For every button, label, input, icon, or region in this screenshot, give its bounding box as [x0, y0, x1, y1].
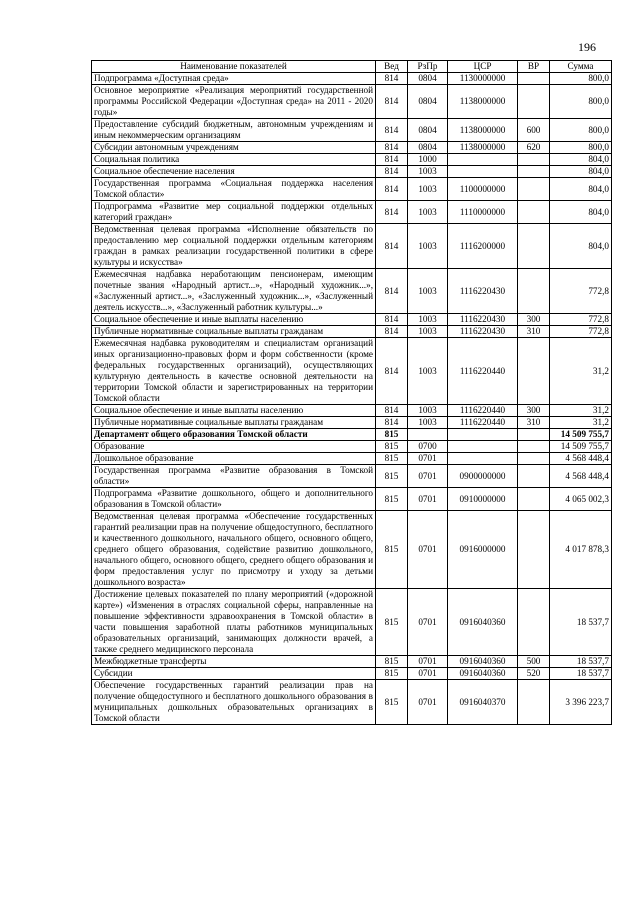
cell-csr: 1116220430	[448, 326, 518, 338]
cell-vr	[518, 154, 550, 166]
cell-csr: 0916000000	[448, 511, 518, 589]
cell-rzpr: 1003	[408, 417, 448, 429]
cell-sum: 18 537,7	[550, 589, 612, 656]
cell-name: Достижение целевых показателей по плану мероприятий («дорожной карте») «Изменения в отраслях социальной сферы, направленные на повышение эффективности здравоохранения в Томской области» в части повышения заработной платы работников муниципальных образовательных организаций, занимающих должности врачей, а также среднего медицинского персонала	[92, 589, 376, 656]
cell-sum: 4 017 878,3	[550, 511, 612, 589]
cell-rzpr: 1000	[408, 154, 448, 166]
cell-sum: 804,0	[550, 166, 612, 178]
table-row	[92, 680, 612, 725]
cell-csr	[448, 166, 518, 178]
cell-vr: 620	[518, 142, 550, 154]
cell-csr: 1138000000	[448, 142, 518, 154]
cell-sum: 4 568 448,4	[550, 465, 612, 488]
cell-ved: 814	[376, 201, 408, 224]
cell-rzpr: 0701	[408, 453, 448, 465]
cell-vr	[518, 338, 550, 405]
cell-csr: 0900000000	[448, 465, 518, 488]
cell-vr: 500	[518, 656, 550, 668]
cell-ved: 815	[376, 429, 408, 441]
cell-csr: 1116200000	[448, 224, 518, 269]
cell-csr	[448, 154, 518, 166]
cell-sum: 804,0	[550, 154, 612, 166]
cell-sum: 31,2	[550, 417, 612, 429]
cell-rzpr: 1003	[408, 269, 448, 314]
cell-vr	[518, 178, 550, 201]
cell-name: Подпрограмма «Доступная среда»	[92, 73, 376, 85]
cell-name: Ведомственная целевая программа «Исполнение обязательств по предоставлению мер социальной поддержки отдельным категориям граждан в рамках реализации государственной политики в сфере культуры и искусства»	[92, 224, 376, 269]
cell-rzpr: 0804	[408, 142, 448, 154]
cell-rzpr: 0701	[408, 668, 448, 680]
cell-rzpr: 1003	[408, 224, 448, 269]
cell-csr: 1138000000	[448, 85, 518, 119]
cell-sum: 772,8	[550, 269, 612, 314]
cell-name: Субсидии	[92, 668, 376, 680]
cell-rzpr: 0700	[408, 441, 448, 453]
cell-vr	[518, 441, 550, 453]
cell-ved: 814	[376, 314, 408, 326]
cell-ved: 814	[376, 73, 408, 85]
cell-csr: 0910000000	[448, 488, 518, 511]
cell-ved: 814	[376, 85, 408, 119]
table-row	[92, 119, 612, 142]
table-row	[92, 142, 612, 154]
header-csr: ЦСР	[448, 61, 518, 73]
page-number: 196	[578, 40, 596, 54]
cell-sum: 772,8	[550, 326, 612, 338]
cell-name: Государственная программа «Развитие образования в Томской области»	[92, 465, 376, 488]
table-row	[92, 338, 612, 405]
cell-ved: 815	[376, 465, 408, 488]
cell-sum: 800,0	[550, 73, 612, 85]
cell-sum: 14 509 755,7	[550, 441, 612, 453]
cell-rzpr: 0701	[408, 656, 448, 668]
cell-sum: 772,8	[550, 314, 612, 326]
cell-csr: 1138000000	[448, 119, 518, 142]
cell-csr	[448, 441, 518, 453]
cell-csr	[448, 429, 518, 441]
cell-sum: 14 509 755,7	[550, 429, 612, 441]
table-row	[92, 488, 612, 511]
cell-sum: 804,0	[550, 224, 612, 269]
cell-vr: 300	[518, 314, 550, 326]
cell-vr	[518, 269, 550, 314]
cell-name: Публичные нормативные социальные выплаты гражданам	[92, 417, 376, 429]
table-row	[92, 453, 612, 465]
cell-sum: 4 065 002,3	[550, 488, 612, 511]
cell-vr: 310	[518, 326, 550, 338]
cell-vr	[518, 465, 550, 488]
cell-rzpr: 0804	[408, 119, 448, 142]
cell-ved: 814	[376, 405, 408, 417]
cell-vr: 600	[518, 119, 550, 142]
cell-ved: 814	[376, 326, 408, 338]
table-row	[92, 269, 612, 314]
header-name: Наименование показателей	[92, 61, 376, 73]
cell-ved: 815	[376, 589, 408, 656]
header-vr: ВР	[518, 61, 550, 73]
cell-sum: 804,0	[550, 201, 612, 224]
cell-ved: 814	[376, 178, 408, 201]
cell-sum: 3 396 223,7	[550, 680, 612, 725]
cell-name: Дошкольное образование	[92, 453, 376, 465]
table-row	[92, 656, 612, 668]
table-row	[92, 201, 612, 224]
cell-name: Социальная политика	[92, 154, 376, 166]
cell-sum: 4 568 448,4	[550, 453, 612, 465]
cell-rzpr: 1003	[408, 166, 448, 178]
cell-ved: 815	[376, 511, 408, 589]
cell-csr: 0916040370	[448, 680, 518, 725]
cell-vr: 520	[518, 668, 550, 680]
cell-rzpr: 1003	[408, 201, 448, 224]
table-row	[92, 429, 612, 441]
cell-rzpr: 1003	[408, 326, 448, 338]
cell-name: Департамент общего образования Томской области	[92, 429, 376, 441]
cell-sum: 31,2	[550, 405, 612, 417]
cell-name: Межбюджетные трансферты	[92, 656, 376, 668]
table-row	[92, 73, 612, 85]
cell-ved: 815	[376, 656, 408, 668]
cell-name: Подпрограмма «Развитие мер социальной поддержки отдельных категорий граждан»	[92, 201, 376, 224]
cell-rzpr: 0701	[408, 488, 448, 511]
cell-ved: 814	[376, 417, 408, 429]
header-ved: Вед	[376, 61, 408, 73]
cell-rzpr: 1003	[408, 405, 448, 417]
table-row	[92, 465, 612, 488]
budget-table	[91, 60, 612, 725]
table-row	[92, 166, 612, 178]
cell-rzpr	[408, 429, 448, 441]
cell-csr: 0916040360	[448, 656, 518, 668]
cell-name: Социальное обеспечение и иные выплаты населению	[92, 405, 376, 417]
cell-sum: 800,0	[550, 85, 612, 119]
cell-ved: 814	[376, 269, 408, 314]
cell-name: Социальное обеспечение и иные выплаты населению	[92, 314, 376, 326]
cell-name: Субсидии автономным учреждениям	[92, 142, 376, 154]
cell-name: Ежемесячная надбавка неработающим пенсионерам, имеющим почетные звания «Народный артист...», «Народный художник...», «Заслуженный артист...», «Заслуженный художник...», «Заслуженный деятель искусств...», «Заслуженный работник культуры...»	[92, 269, 376, 314]
cell-ved: 815	[376, 488, 408, 511]
table-row	[92, 326, 612, 338]
cell-vr	[518, 166, 550, 178]
cell-rzpr: 0701	[408, 511, 448, 589]
cell-csr	[448, 453, 518, 465]
cell-vr	[518, 488, 550, 511]
cell-name: Образование	[92, 441, 376, 453]
cell-ved: 814	[376, 224, 408, 269]
cell-ved: 814	[376, 154, 408, 166]
cell-sum: 18 537,7	[550, 668, 612, 680]
cell-ved: 815	[376, 668, 408, 680]
cell-name: Подпрограмма «Развитие дошкольного, общего и дополнительного образования в Томской области»	[92, 488, 376, 511]
cell-csr: 1116220440	[448, 405, 518, 417]
cell-ved: 814	[376, 119, 408, 142]
cell-vr	[518, 589, 550, 656]
cell-rzpr: 0701	[408, 680, 448, 725]
cell-name: Ведомственная целевая программа «Обеспечение государственных гарантий реализации прав на получение общедоступного, бесплатного и качественного дошкольного, начального общего, основного общего, среднего общего образования, содействие развитию дошкольного, начального общего, основного общего, среднего общего образования и форм предоставления услуг по присмотру и уходу за детьми дошкольного возраста»	[92, 511, 376, 589]
cell-vr	[518, 453, 550, 465]
cell-rzpr: 1003	[408, 178, 448, 201]
cell-vr	[518, 511, 550, 589]
table-row	[92, 589, 612, 656]
cell-rzpr: 0701	[408, 589, 448, 656]
cell-sum: 31,2	[550, 338, 612, 405]
cell-csr: 1110000000	[448, 201, 518, 224]
cell-name: Социальное обеспечение населения	[92, 166, 376, 178]
cell-ved: 814	[376, 166, 408, 178]
cell-name: Публичные нормативные социальные выплаты гражданам	[92, 326, 376, 338]
table-row	[92, 85, 612, 119]
cell-vr: 310	[518, 417, 550, 429]
cell-ved: 814	[376, 142, 408, 154]
table-row	[92, 314, 612, 326]
cell-csr: 1100000000	[448, 178, 518, 201]
cell-rzpr: 0804	[408, 73, 448, 85]
cell-vr	[518, 73, 550, 85]
cell-ved: 814	[376, 338, 408, 405]
cell-vr	[518, 224, 550, 269]
table-row	[92, 224, 612, 269]
cell-csr: 1116220430	[448, 269, 518, 314]
cell-sum: 18 537,7	[550, 656, 612, 668]
table-header-row	[92, 61, 612, 73]
cell-ved: 815	[376, 453, 408, 465]
cell-csr: 1116220440	[448, 417, 518, 429]
table-row	[92, 417, 612, 429]
table-row	[92, 441, 612, 453]
table-row	[92, 668, 612, 680]
cell-vr	[518, 429, 550, 441]
cell-name: Государственная программа «Социальная поддержка населения Томской области»	[92, 178, 376, 201]
table-row	[92, 511, 612, 589]
table-row	[92, 405, 612, 417]
table-row	[92, 154, 612, 166]
cell-sum: 800,0	[550, 119, 612, 142]
header-rzpr: РзПр	[408, 61, 448, 73]
cell-csr: 0916040360	[448, 668, 518, 680]
cell-rzpr: 1003	[408, 338, 448, 405]
cell-name: Обеспечение государственных гарантий реализации прав на получение общедоступного и бесплатного дошкольного образования в муниципальных дошкольных образовательных организациях в Томской области	[92, 680, 376, 725]
cell-sum: 804,0	[550, 178, 612, 201]
cell-rzpr: 1003	[408, 314, 448, 326]
header-sum: Сумма	[550, 61, 612, 73]
cell-csr: 0916040360	[448, 589, 518, 656]
cell-vr	[518, 85, 550, 119]
cell-name: Ежемесячная надбавка руководителям и специалистам организаций иных организационно-правовых форм и форм собственности (кроме федеральных государственных организаций), осуществляющих культурную деятельность в качестве основной деятельности на территории Томской области и зарегистрированных на территории Томской области	[92, 338, 376, 405]
cell-csr: 1130000000	[448, 73, 518, 85]
cell-ved: 815	[376, 680, 408, 725]
cell-sum: 800,0	[550, 142, 612, 154]
cell-name: Предоставление субсидий бюджетным, автономным учреждениям и иным некоммерческим организациям	[92, 119, 376, 142]
cell-vr: 300	[518, 405, 550, 417]
cell-vr	[518, 201, 550, 224]
cell-vr	[518, 680, 550, 725]
cell-rzpr: 0804	[408, 85, 448, 119]
cell-rzpr: 0701	[408, 465, 448, 488]
table-row	[92, 178, 612, 201]
cell-csr: 1116220440	[448, 338, 518, 405]
cell-csr: 1116220430	[448, 314, 518, 326]
cell-name: Основное мероприятие «Реализация мероприятий государственной программы Российской Федерации «Доступная среда» на 2011 - 2020 годы»	[92, 85, 376, 119]
cell-ved: 815	[376, 441, 408, 453]
